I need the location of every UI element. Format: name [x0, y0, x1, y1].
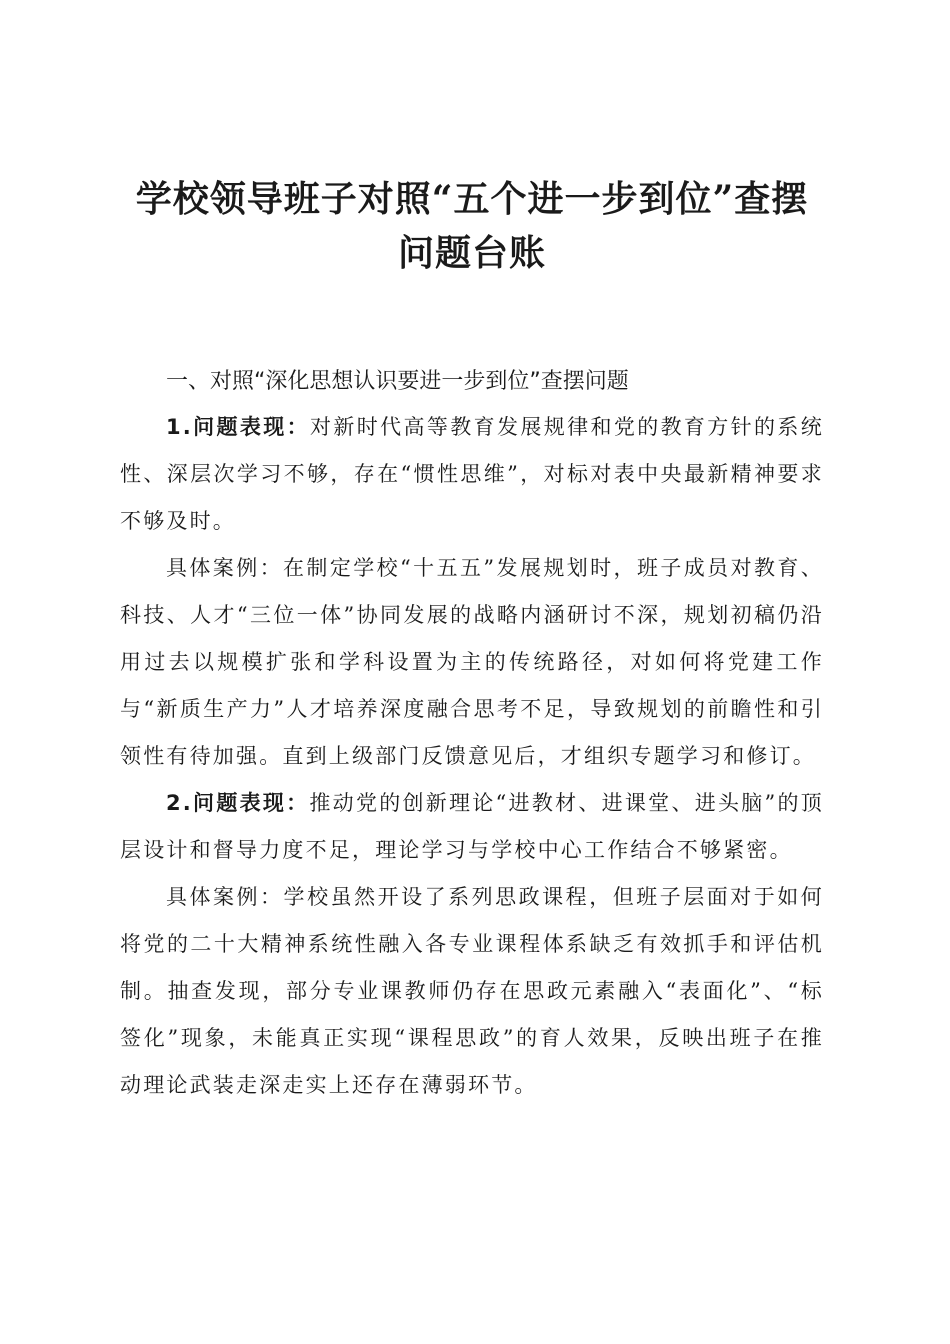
problem-item-2	[120, 780, 824, 874]
problem-item-1	[120, 404, 824, 545]
document-body	[120, 172, 824, 1109]
problem-item-2-text: 推动党的创新理论“进教材、进课堂、进头脑”的顶层设计和督导力度不足，理论学习与学校中心工作结合不够紧密。	[120, 791, 824, 862]
problem-item-1-lead: 1.问题表现：	[166, 415, 311, 439]
document-title: 学校领导班子对照“五个进一步到位”查摆问题台账	[135, 178, 809, 274]
problem-item-1-text: 对新时代高等教育发展规律和党的教育方针的系统性、深层次学习不够，存在“惯性思维”，对标对表中央最新精神要求不够及时。	[120, 415, 824, 533]
case-paragraph-1: 具体案例：在制定学校“十五五”发展规划时，班子成员对教育、科技、人才“三位一体”协同发展的战略内涵研讨不深，规划初稿仍沿用过去以规模扩张和学科设置为主的传统路径，对如何将党建工作与“新质生产力”人才培养深度融合思考不足，导致规划的前瞻性和引领性有待加强。直到上级部门反馈意见后，才组织专题学习和修订。	[120, 556, 824, 768]
case-paragraph-2: 具体案例：学校虽然开设了系列思政课程，但班子层面对于如何将党的二十大精神系统性融入各专业课程体系缺乏有效抓手和评估机制。抽查发现，部分专业课教师仍存在思政元素融入“表面化”、“标签化”现象，未能真正实现“课程思政”的育人效果，反映出班子在推动理论武装走深走实上还存在薄弱环节。	[120, 885, 824, 1097]
section-heading: 一、对照“深化思想认识要进一步到位”查摆问题	[166, 369, 629, 394]
problem-item-2-lead: 2.问题表现：	[166, 791, 310, 815]
